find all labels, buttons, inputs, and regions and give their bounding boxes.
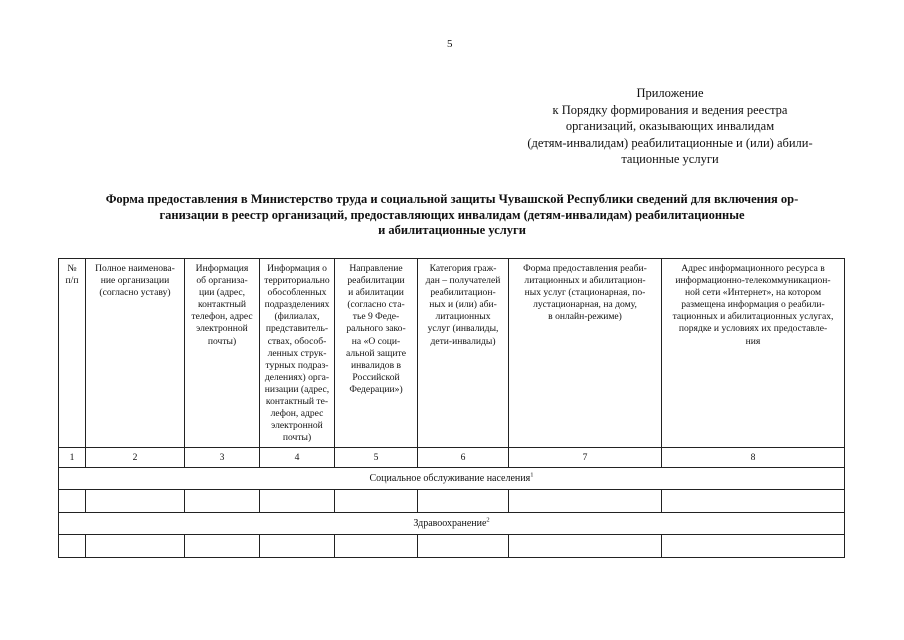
column-number: 6 bbox=[418, 448, 509, 468]
section-label bbox=[59, 468, 845, 490]
header-line: в онлайн-режиме) bbox=[548, 311, 622, 323]
table-header-row bbox=[59, 259, 845, 448]
header-line: телефон, адрес bbox=[191, 311, 253, 323]
empty-cell[interactable] bbox=[509, 490, 662, 513]
header-line: Федерации») bbox=[349, 383, 403, 395]
column-number: 7 bbox=[509, 448, 662, 468]
header-line: ных и (или) аби- bbox=[429, 299, 497, 311]
header-line: Направление bbox=[349, 263, 403, 274]
empty-cell[interactable] bbox=[185, 535, 260, 558]
appendix-line: Приложение bbox=[636, 86, 704, 100]
header-line: информационно-телекоммуникацион- bbox=[675, 275, 831, 287]
column-number: 8 bbox=[662, 448, 845, 468]
header-line: тационных и абилитационных услугах, bbox=[672, 311, 834, 323]
section-row-healthcare bbox=[59, 513, 845, 535]
header-line: ние организации bbox=[100, 275, 170, 287]
header-line: и абилитации bbox=[348, 287, 404, 299]
appendix-line: организаций, оказывающих инвалидам bbox=[565, 119, 775, 133]
empty-cell[interactable] bbox=[509, 535, 662, 558]
header-line: об организа- bbox=[196, 275, 248, 287]
header-line: почты) bbox=[207, 335, 237, 347]
empty-cell[interactable] bbox=[59, 535, 86, 558]
empty-cell[interactable] bbox=[418, 490, 509, 513]
section-label-text: Здравоохранение bbox=[413, 517, 487, 529]
form-title bbox=[60, 192, 844, 239]
header-line: ных услуг (стационарная, по- bbox=[524, 287, 646, 299]
header-line: Информация bbox=[195, 263, 249, 274]
header-line: дети-инвалиды) bbox=[430, 335, 496, 347]
header-line: инвалидов в bbox=[350, 359, 402, 371]
header-line: контактный bbox=[197, 299, 247, 311]
title-line: ганизации в реестр организаций, предоставляющих инвалидам (детям-инвалидам) реабилитационные bbox=[159, 207, 745, 222]
header-line: ции (адрес, bbox=[198, 287, 246, 299]
header-line: порядке и условиях их предоставле- bbox=[678, 323, 828, 335]
empty-cell[interactable] bbox=[260, 535, 335, 558]
header-line: рального зако- bbox=[346, 323, 406, 335]
header-line: лефон, адрес bbox=[270, 408, 324, 420]
column-number-row bbox=[59, 448, 845, 468]
header-line: подразделениях bbox=[264, 299, 330, 311]
empty-cell[interactable] bbox=[662, 490, 845, 513]
header-line: литационных bbox=[435, 311, 491, 323]
footnote-marker: 1 bbox=[530, 471, 534, 479]
section-row-social-services bbox=[59, 468, 845, 490]
column-number: 4 bbox=[260, 448, 335, 468]
appendix-line: к Порядку формирования и ведения реестра bbox=[552, 102, 788, 117]
header-line: тье 9 Феде- bbox=[352, 311, 400, 323]
header-line: альной защите bbox=[346, 347, 406, 359]
empty-cell[interactable] bbox=[335, 535, 418, 558]
header-cell-number bbox=[59, 259, 86, 448]
header-line: обособленных bbox=[267, 287, 327, 299]
header-cell-service-form bbox=[509, 259, 662, 448]
header-line: реабилитации bbox=[347, 275, 405, 287]
header-line: реабилитацион- bbox=[430, 287, 496, 299]
header-line: Российской bbox=[352, 371, 400, 383]
empty-cell[interactable] bbox=[185, 490, 260, 513]
empty-cell[interactable] bbox=[418, 535, 509, 558]
column-number: 3 bbox=[185, 448, 260, 468]
appendix-heading bbox=[500, 85, 840, 168]
header-line: лустационарная, на дому, bbox=[533, 299, 637, 311]
header-line: на «О соци- bbox=[351, 335, 401, 347]
empty-cell[interactable] bbox=[662, 535, 845, 558]
section-label bbox=[59, 513, 845, 535]
header-line: делениях) орга- bbox=[264, 371, 330, 383]
header-line: ния bbox=[745, 335, 761, 347]
header-line: размещена информация о реабили- bbox=[681, 299, 825, 311]
header-line: дан – получателей bbox=[425, 275, 501, 287]
header-line: ной сети «Интернет», на котором bbox=[684, 287, 822, 299]
header-line: Категория граж- bbox=[429, 263, 497, 274]
header-line: № bbox=[67, 263, 77, 274]
header-line: электронной bbox=[271, 420, 323, 432]
column-number: 1 bbox=[59, 448, 86, 468]
column-number: 2 bbox=[86, 448, 185, 468]
header-line: услуг (инвалиды, bbox=[427, 323, 499, 335]
header-cell-full-name bbox=[86, 259, 185, 448]
header-line: п/п bbox=[65, 275, 79, 287]
column-number: 5 bbox=[335, 448, 418, 468]
section-label-text: Социальное обслуживание населения bbox=[369, 472, 531, 484]
header-cell-organization-info bbox=[185, 259, 260, 448]
header-line: ленных струк- bbox=[267, 347, 327, 359]
header-line: электронной bbox=[196, 323, 248, 335]
header-line: низации (адрес, bbox=[264, 383, 330, 395]
header-line: (филиалах, bbox=[274, 311, 320, 323]
header-cell-subdivisions-info bbox=[260, 259, 335, 448]
footnote-marker: 2 bbox=[486, 516, 490, 524]
page-number: 5 bbox=[447, 38, 453, 50]
header-line: территориально bbox=[264, 275, 330, 287]
empty-cell[interactable] bbox=[260, 490, 335, 513]
empty-cell[interactable] bbox=[86, 535, 185, 558]
header-line: Адрес информационного ресурса в bbox=[681, 263, 825, 274]
header-cell-internet-address bbox=[662, 259, 845, 448]
header-line: (согласно уставу) bbox=[99, 287, 171, 299]
header-line: Информация о bbox=[267, 263, 327, 274]
header-line: Полное наименова- bbox=[95, 263, 175, 274]
header-line: Форма предоставления реаби- bbox=[523, 263, 647, 274]
header-line: контактный те- bbox=[265, 396, 329, 408]
header-line: ствах, обособ- bbox=[267, 335, 327, 347]
header-line: представитель- bbox=[265, 323, 329, 335]
empty-data-row bbox=[59, 535, 845, 558]
header-line: (согласно ста- bbox=[347, 299, 405, 311]
header-line: почты) bbox=[282, 432, 312, 444]
appendix-line: (детям-инвалидам) реабилитационные и (или) абили- bbox=[527, 135, 813, 150]
empty-cell[interactable] bbox=[335, 490, 418, 513]
header-cell-recipient-category bbox=[418, 259, 509, 448]
appendix-line: тационные услуги bbox=[621, 152, 719, 166]
header-line: турных подраз- bbox=[265, 359, 329, 371]
header-cell-rehab-direction bbox=[335, 259, 418, 448]
title-line: и абилитационные услуги bbox=[378, 223, 526, 237]
empty-cell[interactable] bbox=[86, 490, 185, 513]
header-line: литационных и абилитацион- bbox=[524, 275, 646, 287]
title-line: Форма предоставления в Министерство труда и социальной защиты Чувашской Республики сведений для включения ор- bbox=[105, 192, 799, 206]
registry-form-table bbox=[58, 258, 845, 558]
empty-cell[interactable] bbox=[59, 490, 86, 513]
empty-data-row bbox=[59, 490, 845, 513]
